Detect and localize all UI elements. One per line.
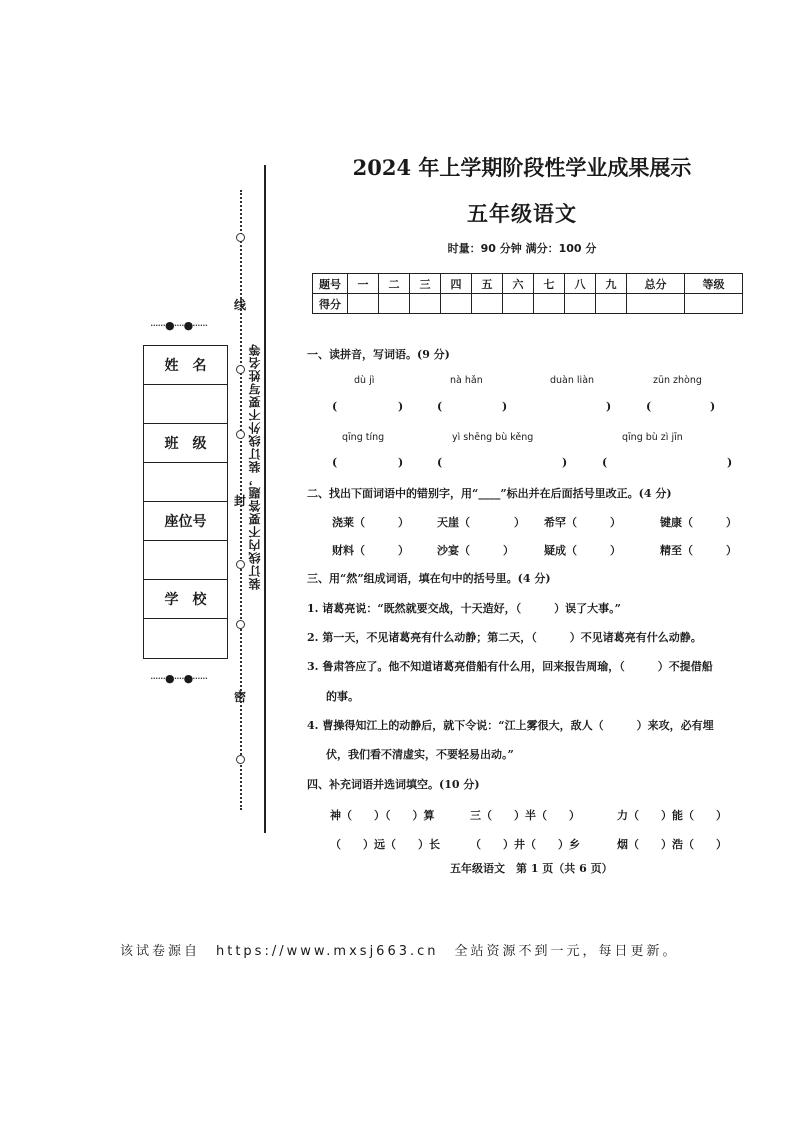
typo-item[interactable]: 键康（ ） [660, 516, 737, 529]
answer-blank[interactable]: ) [398, 400, 404, 413]
question[interactable]: 3. 鲁肃答应了。他不知道诸葛亮借船有什么用，回来报告周瑜，（ ）不提借船 [307, 660, 713, 673]
score-input[interactable] [472, 294, 503, 314]
question[interactable]: 4. 曹操得知江上的动静后，就下令说：“江上雾很大，敌人（ ）来攻，必有埋 [307, 719, 714, 732]
score-cell: 三 [410, 274, 441, 294]
score-cell: 等级 [685, 274, 743, 294]
question[interactable]: 2. 第一天，不见诸葛亮有什么动静；第二天，（ ）不见诸葛亮有什么动静。 [307, 631, 702, 644]
answer-blank[interactable]: ( [332, 400, 338, 413]
school-field[interactable] [144, 619, 227, 657]
answer-blank[interactable]: ( [437, 456, 443, 469]
binding-mark-seal: 封 [234, 494, 247, 508]
seat-label: 座位号 [144, 502, 227, 541]
score-cell: 四 [441, 274, 472, 294]
typo-item[interactable]: 沙宴（ ） [437, 544, 514, 557]
score-cell: 得分 [313, 294, 348, 314]
typo-item[interactable]: 希罕（ ） [544, 516, 621, 529]
answer-blank[interactable]: ( [332, 456, 338, 469]
score-cell: 一 [348, 274, 379, 294]
question[interactable]: 1. 诸葛亮说：“既然就要交战，十天造好，（ ）误了大事。” [307, 602, 621, 615]
typo-item[interactable]: 精至（ ） [660, 544, 737, 557]
score-cell: 九 [596, 274, 627, 294]
score-cell: 二 [379, 274, 410, 294]
typo-item[interactable]: 浇莱（ ） [332, 516, 409, 529]
pinyin: dù jì [354, 375, 375, 386]
binding-hole [236, 560, 245, 569]
pinyin: nà hǎn [450, 375, 483, 386]
idiom-item[interactable]: 力（ ）能（ ） [617, 809, 727, 822]
section1-heading: 一、读拼音，写词语。(9 分) [307, 348, 450, 361]
seat-field[interactable] [144, 541, 227, 580]
info-bottom-dots: ······●····●······ [150, 672, 208, 685]
name-label: 姓 名 [144, 346, 227, 385]
exam-title: 2024 年上学期阶段性学业成果展示 [352, 155, 692, 180]
pinyin: yì shēng bù kěng [452, 432, 534, 443]
class-field[interactable] [144, 463, 227, 502]
answer-blank[interactable]: ) [606, 400, 612, 413]
score-input[interactable] [441, 294, 472, 314]
score-cell: 题号 [313, 274, 348, 294]
binding-hole [236, 755, 245, 764]
pinyin: qīng bù zì jīn [622, 432, 683, 443]
score-cell: 总分 [627, 274, 685, 294]
answer-blank[interactable]: ( [602, 456, 608, 469]
idiom-item[interactable]: 神（ ）（ ）算 [330, 809, 435, 822]
score-input[interactable] [348, 294, 379, 314]
section3-heading: 三、用“然”组成词语，填在句中的括号里。(4 分) [307, 572, 551, 585]
class-label: 班 级 [144, 424, 227, 463]
page-number: 五年级语文 第 1 页（共 6 页） [450, 862, 613, 875]
score-table-score-row [313, 294, 743, 314]
idiom-item[interactable]: 三（ ）半（ ） [470, 809, 580, 822]
section2-heading: 二、找出下面词语中的错别字，用“____”标出并在后面括号里改正。(4 分) [307, 487, 672, 500]
typo-item[interactable]: 财料（ ） [332, 544, 409, 557]
answer-blank[interactable]: ( [646, 400, 652, 413]
answer-blank[interactable]: ) [502, 400, 508, 413]
info-top-dots: ······●····●······ [150, 319, 208, 332]
exam-subject: 五年级语文 [467, 201, 577, 226]
idiom-item[interactable]: （ ）井（ ）乡 [470, 838, 580, 851]
score-input[interactable] [565, 294, 596, 314]
binding-instruction: 装订线内不要答题，装订线外不要写姓名等 [248, 343, 262, 590]
binding-line [264, 165, 266, 833]
source-note: 该试卷源自 https://www.mxsj663.cn 全站资源不到一元，每日更新。 [120, 944, 679, 959]
score-input[interactable] [410, 294, 441, 314]
binding-mark-secret: 密 [234, 690, 247, 704]
school-label: 学 校 [144, 580, 227, 619]
answer-blank[interactable]: ( [437, 400, 443, 413]
idiom-item[interactable]: （ ）远（ ）长 [330, 838, 440, 851]
answer-blank[interactable]: ) [398, 456, 404, 469]
score-table-header-row [313, 274, 743, 294]
binding-mark-line: 线 [234, 298, 247, 312]
section4-heading: 四、补充词语并选词填空。(10 分) [307, 778, 480, 791]
score-input[interactable] [379, 294, 410, 314]
score-table [312, 273, 743, 314]
binding-hole [236, 430, 245, 439]
score-cell: 五 [472, 274, 503, 294]
answer-blank[interactable]: ) [710, 400, 716, 413]
typo-item[interactable]: 疑成（ ） [544, 544, 621, 557]
score-cell: 八 [565, 274, 596, 294]
question-continued: 伏，我们看不清虚实，不要轻易出动。” [326, 748, 514, 761]
answer-blank[interactable]: ) [562, 456, 568, 469]
score-input[interactable] [627, 294, 685, 314]
pinyin: duàn liàn [550, 375, 595, 386]
score-input[interactable] [503, 294, 534, 314]
binding-hole [236, 620, 245, 629]
pinyin: qīng tíng [342, 432, 385, 443]
score-cell: 六 [503, 274, 534, 294]
binding-hole [236, 233, 245, 242]
question-continued: 的事。 [326, 690, 359, 703]
exam-meta: 时量：90 分钟 满分：100 分 [447, 242, 597, 255]
idiom-item[interactable]: 烟（ ）浩（ ） [617, 838, 727, 851]
score-input[interactable] [596, 294, 627, 314]
student-info-box [143, 345, 228, 659]
score-cell: 七 [534, 274, 565, 294]
answer-blank[interactable]: ) [727, 456, 733, 469]
pinyin: zūn zhòng [653, 375, 702, 386]
binding-hole [236, 365, 245, 374]
typo-item[interactable]: 天崖（ ） [437, 516, 525, 529]
name-field[interactable] [144, 385, 227, 424]
score-input[interactable] [685, 294, 743, 314]
score-input[interactable] [534, 294, 565, 314]
